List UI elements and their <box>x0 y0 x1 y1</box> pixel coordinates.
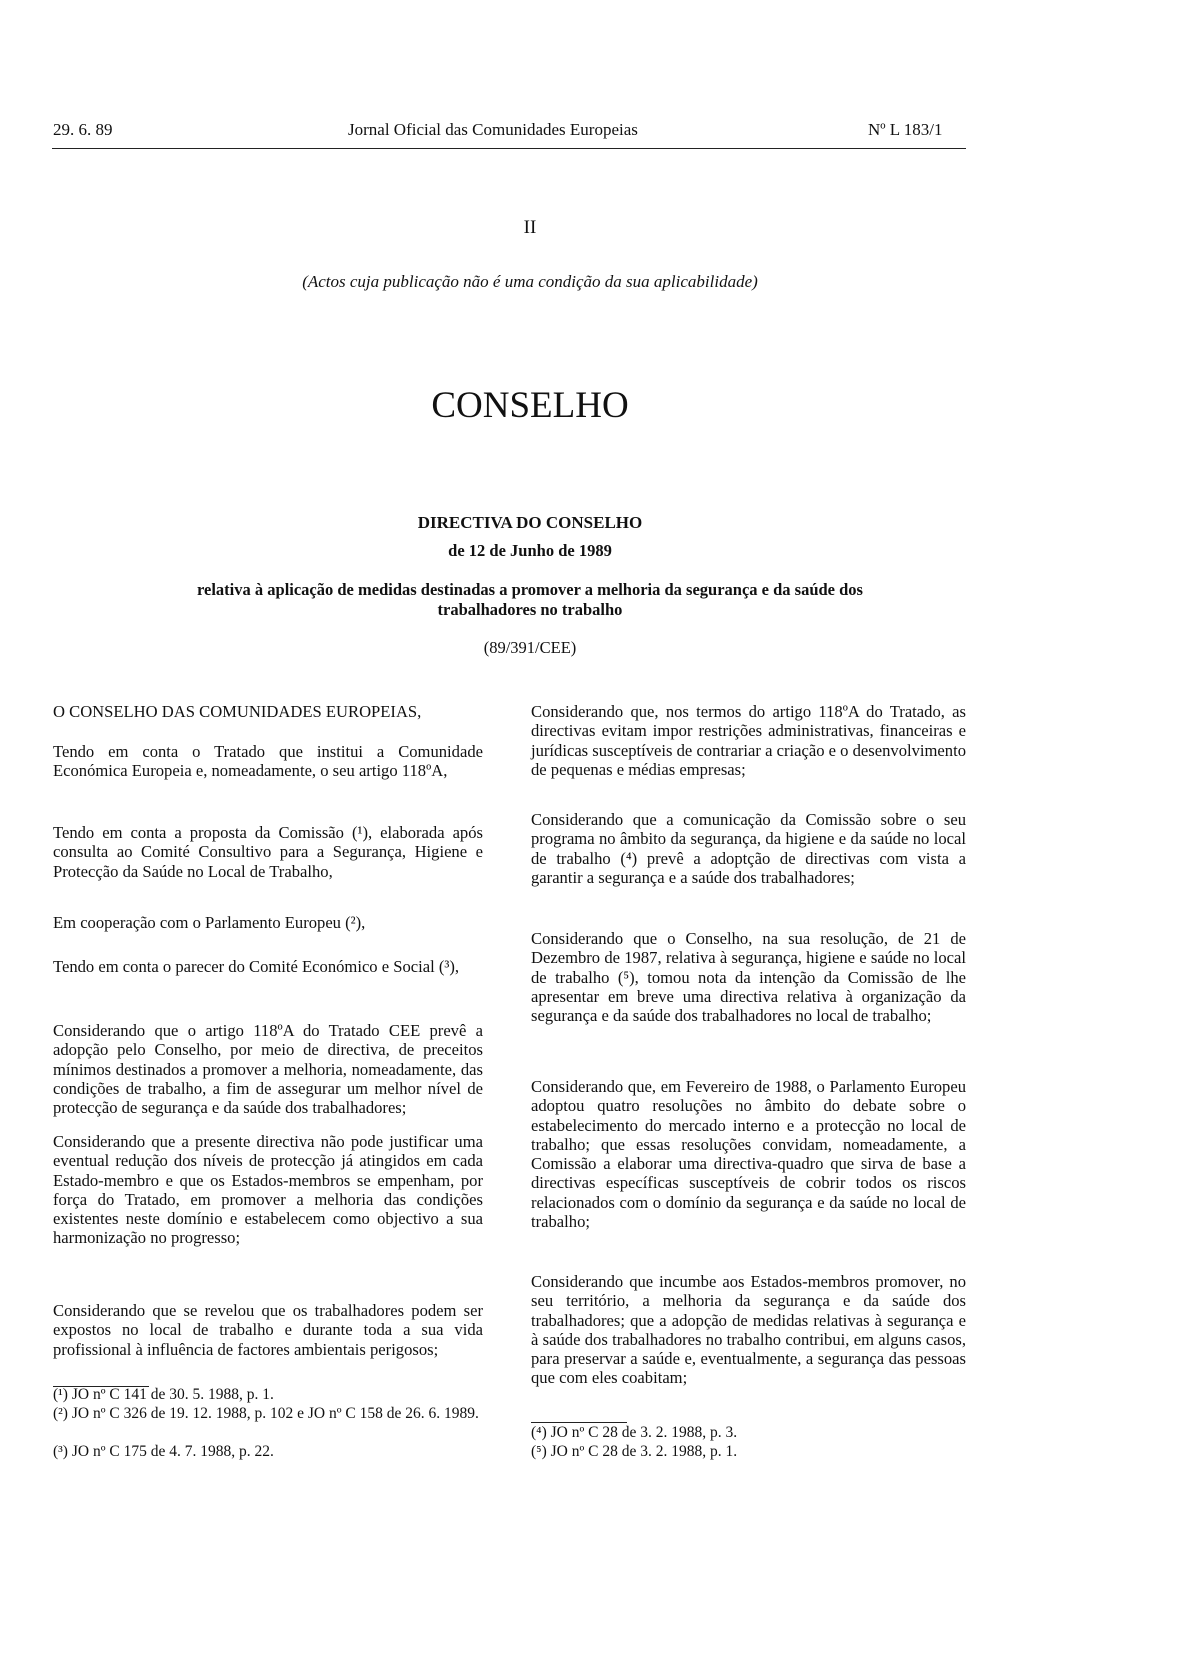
recital: Considerando que, em Fevereiro de 1988, o Parlamento Europeu adoptou quatro resoluções no âmbito do debate sobre o estabelecimento do mercado interno e a protecção no local de trabalho; que essas resoluções convidam, nomeadamente, a Comissão a elaborar uma directiva-quadro que sirva de base a directivas específicas susceptíveis de cobrir todos os riscos relacionados com o domínio da segurança e da saúde no local de trabalho; <box>531 1077 966 1232</box>
recital: Considerando que o Conselho, na sua resolução, de 21 de Dezembro de 1987, relativa à segurança, higiene e saúde no local de trabalho (⁵), tomou nota da intenção da Comissão de lhe apresentar em breve uma directiva relativa à organização da segurança e da saúde dos trabalhadores no local de trabalho; <box>531 929 966 1026</box>
recital: Considerando que o artigo 118ºA do Tratado CEE prevê a adopção pelo Conselho, por meio de directiva, de preceitos mínimos destinados a promover a melhoria, nomeadamente, das condições de trabalho, a fim de assegurar um melhor nível de protecção de segurança e da saúde dos trabalhadores; <box>53 1021 483 1118</box>
recital: Em cooperação com o Parlamento Europeu (²), <box>53 913 366 932</box>
directive-reference: (89/391/CEE) <box>483 638 577 657</box>
recital: Considerando que a presente directiva não pode justificar uma eventual redução dos níveis de protecção já atingidos em cada Estado-membro e que os Estados-membros se empenham, por força do Tratado, em promover a melhoria das condições existentes neste domínio e estabelecem como objectivo a sua harmonização no progresso; <box>53 1132 483 1248</box>
recital: O CONSELHO DAS COMUNIDADES EUROPEIAS, <box>53 702 422 721</box>
header-number: Nº L 183/1 <box>868 120 943 139</box>
recital: Tendo em conta o parecer do Comité Económico e Social (³), <box>53 957 460 976</box>
footnote: (⁴) JO nº C 28 de 3. 2. 1988, p. 3. <box>531 1424 738 1441</box>
section-subtitle: (Actos cuja publicação não é uma condição da sua aplicabilidade) <box>302 272 758 291</box>
recital: Considerando que, nos termos do artigo 118ºA do Tratado, as directivas evitam impor restrições administrativas, financeiras e jurídicas susceptíveis de contrariar a criação e o desenvolvimento de pequenas e médias empresas; <box>531 702 966 779</box>
footnote: (⁵) JO nº C 28 de 3. 2. 1988, p. 1. <box>531 1443 738 1460</box>
header-rule <box>52 148 966 149</box>
recital: Considerando que se revelou que os trabalhadores podem ser expostos no local de trabalho e durante toda a sua vida profissional à influência de factores ambientais perigosos; <box>53 1301 483 1359</box>
recital: Considerando que incumbe aos Estados-membros promover, no seu território, a melhoria da segurança e da saúde dos trabalhadores; que a adopção de medidas relativas à segurança e à saúde dos trabalhadores no trabalho contribui, em alguns casos, para preservar a saúde e, eventualmente, a segurança das pessoas que com eles coabitam; <box>531 1272 966 1388</box>
footnote: (²) JO nº C 326 de 19. 12. 1988, p. 102 e JO nº C 158 de 26. 6. 1989. <box>53 1405 479 1422</box>
directive-title: DIRECTIVA DO CONSELHO <box>417 513 643 532</box>
directive-subject: relativa à aplicação de medidas destinadas a promover a melhoria da segurança e da saúde dos trabalhadores no trabalho <box>197 580 863 619</box>
header-journal: Jornal Oficial das Comunidades Europeias <box>348 120 638 139</box>
institution-title: CONSELHO <box>431 385 629 426</box>
footnote: (³) JO nº C 175 de 4. 7. 1988, p. 22. <box>53 1443 274 1460</box>
directive-date: de 12 de Junho de 1989 <box>448 541 612 560</box>
section-numeral: II <box>523 217 537 238</box>
recital: Tendo em conta a proposta da Comissão (¹), elaborada após consulta ao Comité Consultivo para a Segurança, Higiene e Protecção da Saúde no Local de Trabalho, <box>53 823 483 881</box>
recital: Tendo em conta o Tratado que institui a Comunidade Económica Europeia e, nomeadamente, o seu artigo 118ºA, <box>53 742 483 781</box>
header-date: 29. 6. 89 <box>53 120 113 139</box>
footnote: (¹) JO nº C 141 de 30. 5. 1988, p. 1. <box>53 1386 274 1403</box>
recital: Considerando que a comunicação da Comissão sobre o seu programa no âmbito da segurança, da higiene e da saúde no local de trabalho (⁴) prevê a adoptção de directivas com vista a garantir a segurança e a saúde dos trabalhadores; <box>531 810 966 887</box>
